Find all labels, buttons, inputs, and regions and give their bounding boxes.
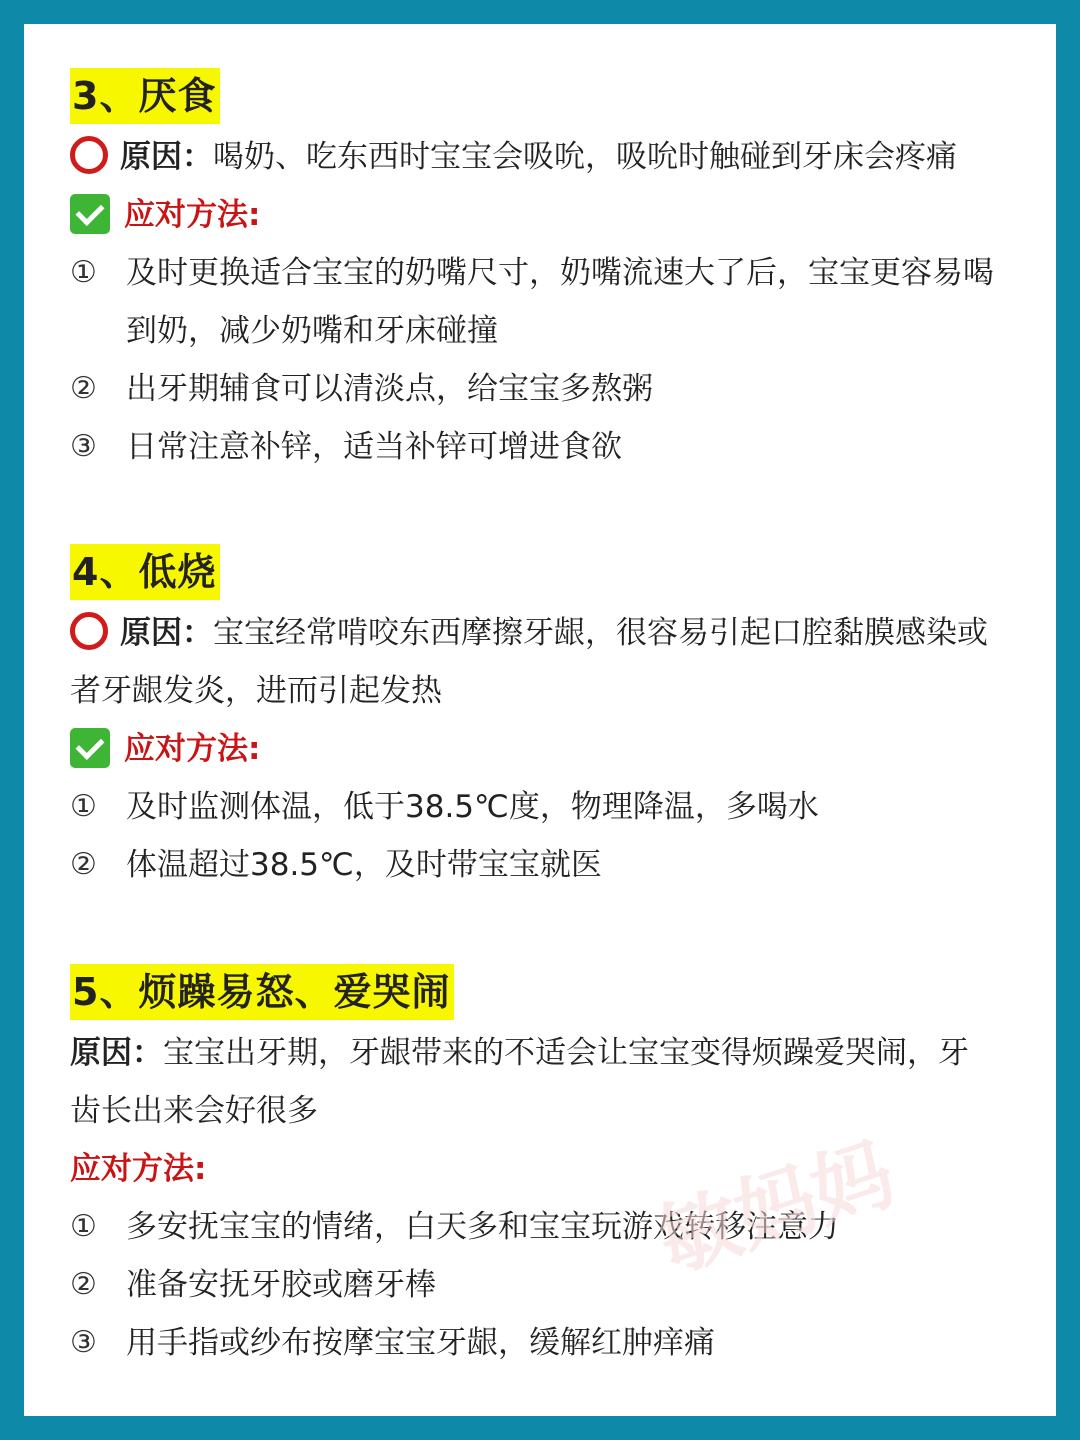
reason-label: 原因： (120, 615, 213, 651)
item-text: 用手指或纱布按摩宝宝牙龈，缓解红肿痒痛 (126, 1325, 715, 1361)
reason-text-continued: 者牙龈发炎，进而引起发热 (70, 673, 442, 709)
section-anorexia (70, 68, 1030, 476)
list-item (70, 1314, 1030, 1372)
item-text: 准备安抚牙胶或磨牙棒 (126, 1267, 436, 1303)
reason-label: 原因： (70, 1035, 163, 1071)
section-low-fever (70, 544, 1030, 894)
method-heading (70, 720, 1030, 778)
item-text: 及时监测体温，低于38.5℃度，物理降温，多喝水 (126, 789, 819, 825)
reason-text: 宝宝出牙期，牙龈带来的不适会让宝宝变得烦躁爱哭闹，牙 (163, 1035, 969, 1071)
circle-icon (70, 136, 108, 174)
list-item (70, 360, 1030, 418)
method-label: 应对方法: (124, 197, 261, 233)
checkmark-icon (70, 728, 110, 768)
item-text: 多安抚宝宝的情绪，白天多和宝宝玩游戏转移注意力 (126, 1209, 839, 1245)
method-heading (70, 186, 1030, 244)
list-item (70, 418, 1030, 476)
method-label: 应对方法: (124, 731, 261, 767)
reason-line (70, 604, 1030, 662)
item-number: ③ (70, 429, 97, 464)
reason-label: 原因： (120, 139, 213, 175)
checkmark-icon (70, 194, 110, 234)
content-card (24, 24, 1056, 1416)
item-number: ① (70, 255, 97, 290)
section-title: 3、厌食 (70, 68, 220, 124)
item-number: ② (70, 1267, 97, 1302)
reason-text: 喝奶、吃东西时宝宝会吸吮，吸吮时触碰到牙床会疼痛 (213, 139, 957, 175)
item-number: ① (70, 789, 97, 824)
watermark: 敏妈妈 (647, 1126, 905, 1290)
reason-line (70, 1024, 1030, 1082)
circle-icon (70, 612, 108, 650)
item-text: 日常注意补锌，适当补锌可增进食欲 (126, 429, 622, 465)
list-item (70, 244, 1030, 360)
item-text-continued: 到奶，减少奶嘴和牙床碰撞 (126, 313, 498, 349)
section-title: 5、烦躁易怒、爱哭闹 (70, 964, 454, 1020)
list-item (70, 1256, 1030, 1314)
item-number: ③ (70, 1325, 97, 1360)
list-item (70, 778, 1030, 836)
item-number: ② (70, 847, 97, 882)
reason-text-continued: 齿长出来会好很多 (70, 1093, 318, 1129)
reason-text: 宝宝经常啃咬东西摩擦牙龈，很容易引起口腔黏膜感染或 (213, 615, 988, 651)
reason-line (70, 128, 1030, 186)
section-title: 4、低烧 (70, 544, 220, 600)
method-label: 应对方法: (70, 1151, 207, 1187)
item-number: ② (70, 371, 97, 406)
item-text: 体温超过38.5℃，及时带宝宝就医 (126, 847, 602, 883)
list-item (70, 836, 1030, 894)
item-text: 出牙期辅食可以清淡点，给宝宝多熬粥 (126, 371, 653, 407)
item-number: ① (70, 1209, 97, 1244)
item-text: 及时更换适合宝宝的奶嘴尺寸，奶嘴流速大了后，宝宝更容易喝 (126, 255, 994, 291)
